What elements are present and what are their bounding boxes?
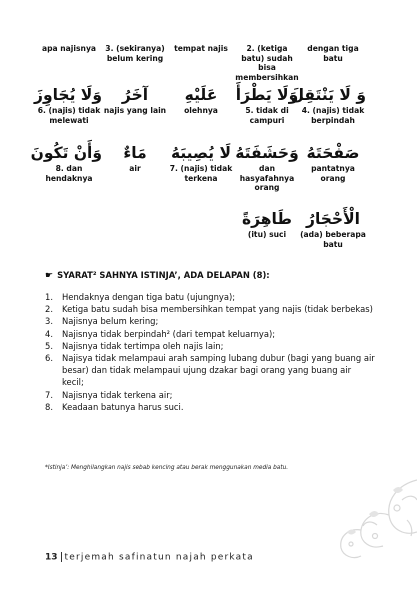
arabic-word: وَلَا يُجَاوِزَ xyxy=(34,86,102,104)
list-item xyxy=(45,401,375,413)
word-translation: 4. (najis) tidak berpindah xyxy=(301,106,365,125)
word-cell xyxy=(36,44,102,82)
word-translation: 5. tidak di campuri xyxy=(245,106,289,125)
word-cell xyxy=(234,142,300,193)
word-translation: dengan tiga batu xyxy=(307,44,359,63)
list-text: Hendaknya dengan tiga batu (ujungnya); xyxy=(62,292,236,302)
word-row-1 xyxy=(36,44,366,82)
arabic-word: لَا يُصِيبَهُ xyxy=(170,144,232,162)
word-cell xyxy=(168,44,234,82)
list-number: 3. xyxy=(45,316,53,327)
word-translation: olehnya xyxy=(184,106,218,115)
word-cell xyxy=(290,84,366,125)
arabic-word: صَفْحَتَهُ xyxy=(306,144,360,162)
list-text: Najisnya tidak berpindah² (dari tempat keluarnya); xyxy=(62,328,276,339)
word-row-3 xyxy=(30,142,366,193)
page-footer xyxy=(45,552,375,563)
list-text: Najisya tidak melampaui arah samping lubang dubur (bagi yang buang air besar) dan tidak melampaui ujung dzakar bagi orang yang buang air kecil; xyxy=(62,353,375,388)
floral-ornament-icon xyxy=(327,470,417,560)
arabic-word: وَ لَا يَنْتَقِلَ xyxy=(290,86,366,104)
word-translation: (ada) beberapa batu xyxy=(300,230,366,249)
word-cell xyxy=(168,84,234,125)
list-item xyxy=(45,389,375,401)
word-translation: 7. (najis) tidak terkena xyxy=(169,164,233,183)
word-translation: 2. (ketiga batu) sudah bisa membersihkan xyxy=(235,44,299,82)
word-translation: 8. dan hendaknya xyxy=(45,164,93,183)
word-translation: apa najisnya xyxy=(41,44,97,53)
list-number: 5. xyxy=(45,340,53,351)
arabic-word: وَحَشَفَتَهُ xyxy=(235,144,299,162)
footnote: *Istinja’: Menghilangkan najis sebab kencing atau berak menggunakan media batu. xyxy=(45,465,289,471)
list-number: 4. xyxy=(45,328,53,339)
arabic-word: وَلَا يَطْرَأَ xyxy=(235,86,299,104)
arabic-word: وَأَنْ تَكُونَ xyxy=(30,144,102,162)
arabic-word: مَاءٌ xyxy=(123,144,147,162)
conditions-list xyxy=(45,291,375,413)
section-heading-text: SYARAT² SAHNYA ISTINJA’, ADA DELAPAN (8): xyxy=(57,270,270,280)
arabic-word: آخَرُ xyxy=(121,86,149,104)
word-cell xyxy=(300,44,366,82)
list-item xyxy=(45,315,375,327)
list-number: 8. xyxy=(45,401,53,412)
word-row-4 xyxy=(36,208,366,249)
arabic-word: عَلَيْهِ xyxy=(184,86,218,104)
footer-divider xyxy=(61,552,62,562)
word-cell xyxy=(102,44,168,82)
list-text: Najisnya tidak tertimpa oleh najis lain; xyxy=(62,340,224,351)
list-number: 2. xyxy=(45,304,53,315)
list-text: Najisnya tidak terkena air; xyxy=(62,389,173,400)
word-translation: najis yang lain xyxy=(103,106,167,115)
section-heading xyxy=(45,270,270,281)
word-row-2 xyxy=(36,84,366,125)
word-cell xyxy=(102,142,168,193)
word-translation: dan hasyafahnya orang xyxy=(239,164,295,192)
hand-pointing-icon: ☛ xyxy=(45,271,54,281)
word-cell xyxy=(36,84,102,125)
word-cell xyxy=(300,142,366,193)
word-cell xyxy=(30,142,102,193)
arabic-word: الْأَحْجَارُ xyxy=(306,210,360,228)
list-item xyxy=(45,328,375,340)
list-text: Ketiga batu sudah bisa membersihkan tempat yang najis (tidak berbekas) xyxy=(62,304,373,315)
book-title: terjemah safinatun najah perkata xyxy=(64,552,254,563)
list-number: 6. xyxy=(45,353,53,364)
list-number: 1. xyxy=(45,292,53,302)
word-translation: air xyxy=(129,164,141,173)
list-item xyxy=(45,291,375,303)
list-item xyxy=(45,352,375,389)
list-item xyxy=(45,303,375,315)
list-number: 7. xyxy=(45,389,53,400)
list-item xyxy=(45,340,375,352)
word-translation: (itu) suci xyxy=(247,230,287,239)
word-cell xyxy=(234,44,300,82)
page-number: 13 xyxy=(45,552,58,563)
word-cell xyxy=(300,208,366,249)
list-text: Najisnya belum kering; xyxy=(62,316,159,327)
word-translation: 6. (najis) tidak melewati xyxy=(37,106,101,125)
word-translation: 3. (sekiranya) belum kering xyxy=(105,44,165,63)
word-translation: pantatnya orang xyxy=(311,164,355,183)
word-cell xyxy=(102,84,168,125)
list-text: Keadaan batunya harus suci. xyxy=(62,401,184,412)
word-cell xyxy=(168,142,234,193)
arabic-word: طَاهِرَةً xyxy=(242,210,292,228)
word-translation: tempat najis xyxy=(174,44,228,53)
word-cell xyxy=(234,208,300,249)
